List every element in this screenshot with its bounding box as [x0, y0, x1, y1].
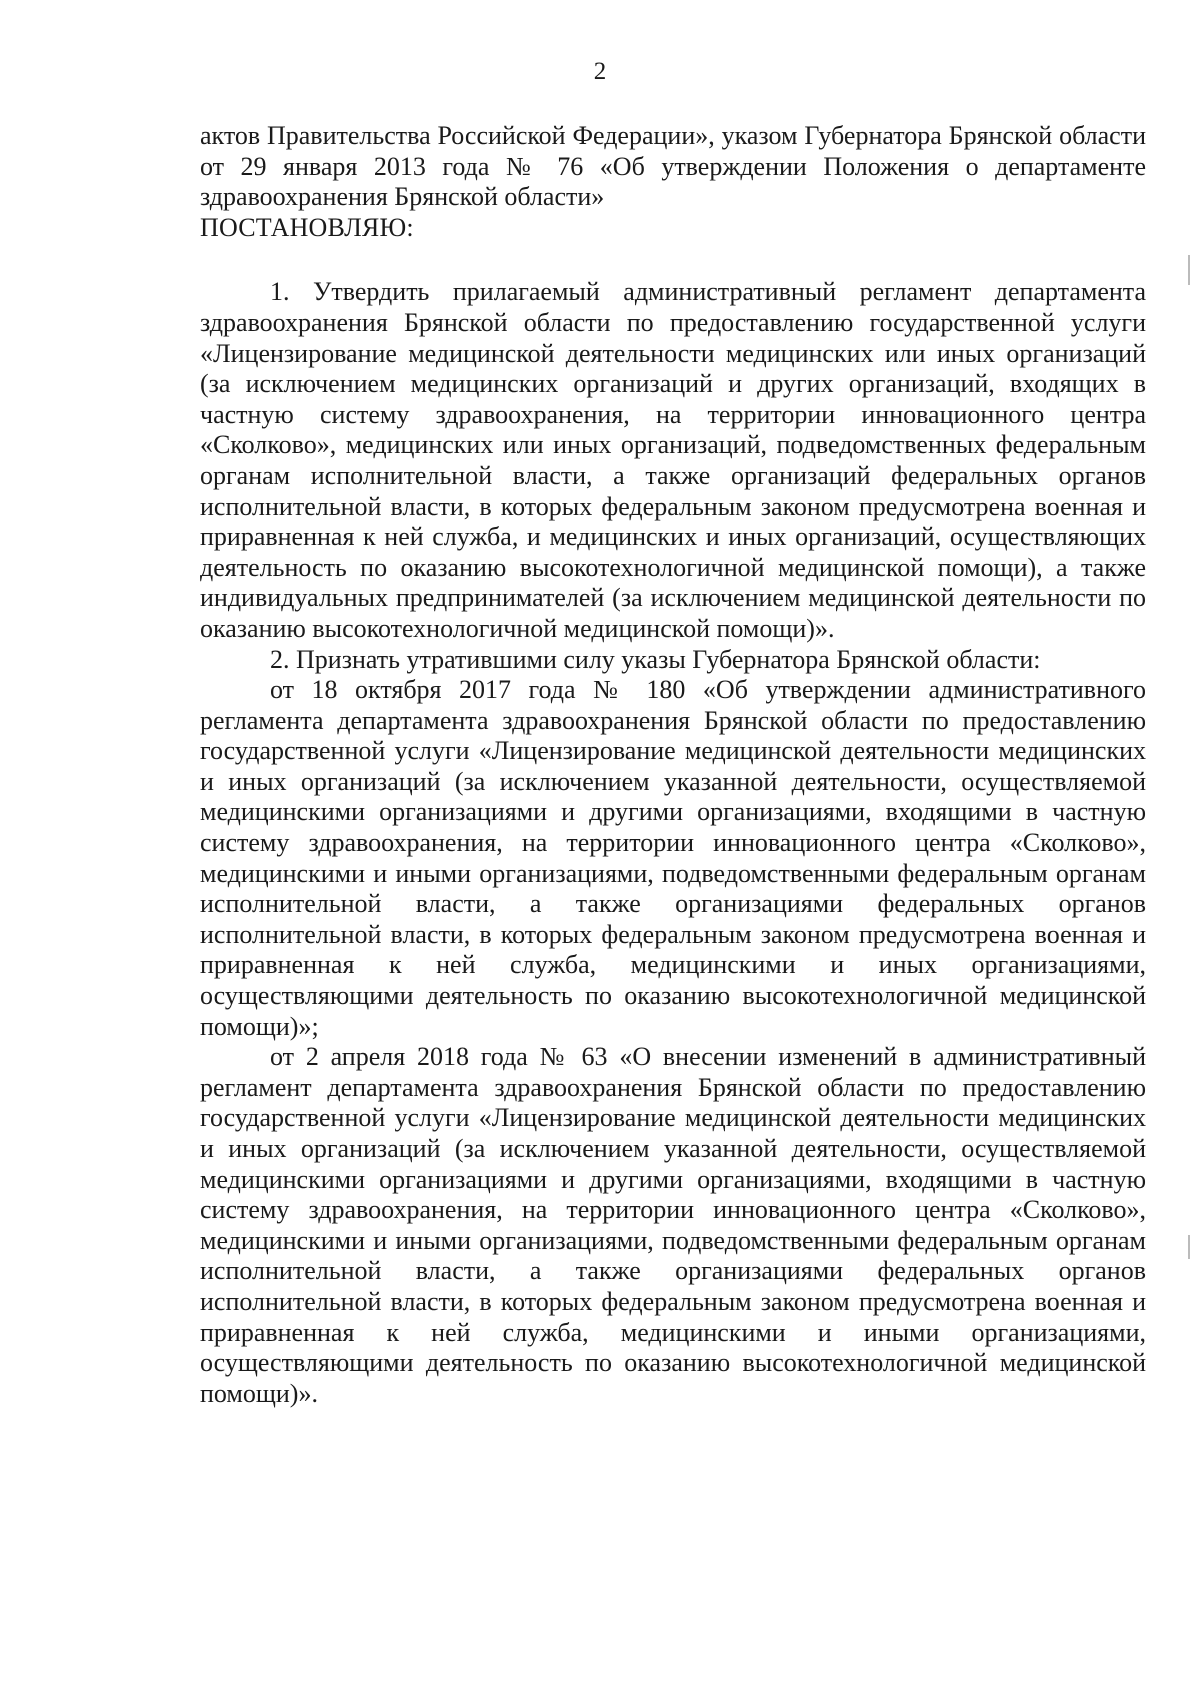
paragraph-decree-63: от 2 апреля 2018 года № 63 «О внесении изменений в административный регламент департамента здравоохранения Брянской области по предоставлению государственной услуги «Лицензирование медицинской деятельности медицинских и иных организаций (за исключением указанной деятельности, осуществляемой медицинскими организациями и другими организациями, входящими в частную систему здравоохранения, на территории инновационного центра «Сколково», медицинскими и иными организациями, подведомственными федеральным органам исполнительной власти, а также организациями федеральных органов исполнительной власти, в которых федеральным законом предусмотрена военная и приравненная к ней служба, медицинскими и иными организациями, осуществляющими деятельность по оказанию высокотехнологичной медицинской помощи)».: [200, 1042, 1146, 1408]
intro-paragraph: актов Правительства Российской Федерации», указом Губернатора Брянской области от 29 января 2013 года № 76 «Об утверждении Положения о департаменте здравоохранения Брянской области»: [200, 121, 1146, 212]
scan-edge-mark: [1188, 255, 1190, 285]
paragraph-decree-180: от 18 октября 2017 года № 180 «Об утверждении административного регламента департамента здравоохранения Брянской области по предоставлению государственной услуги «Лицензирование медицинской деятельности медицинских и иных организаций (за исключением указанной деятельности, осуществляемой медицинскими организациями и другими организациями, входящими в частную систему здравоохранения, на территории инновационного центра «Сколково», медицинскими и иными организациями, подведомственными федеральным органам исполнительной власти, а также организациями федеральных органов исполнительной власти, в которых федеральным законом предусмотрена военная и приравненная к ней служба, медицинскими и иных организациями, осуществляющими деятельность по оказанию высокотехнологичной медицинской помощи)»;: [200, 675, 1146, 1041]
paragraph-spacer: [200, 243, 1146, 277]
paragraph-repeal-decrees: 2. Признать утратившими силу указы Губернатора Брянской области:: [270, 644, 1041, 674]
paragraph-approve-regulation: 1. Утвердить прилагаемый административный регламент департамента здравоохранения Брянской области по предоставлению государственной услуги «Лицензирование медицинской деятельности медицинских или иных организаций (за исключением медицинских организаций и других организаций, входящих в частную систему здравоохранения, на территории инновационного центра «Сколково», медицинских или иных организаций, подведомственных федеральным органам исполнительной власти, а также организаций федеральных органов исполнительной власти, в которых федеральным законом предусмотрена военная и приравненная к ней служба, и медицинских и иных организаций, осуществляющих деятельность по оказанию высокотехнологичной медицинской помощи), а также индивидуальных предпринимателей (за исключением медицинской деятельности по оказанию высокотехнологичной медицинской помощи)».: [200, 277, 1146, 643]
document-body: [200, 121, 1146, 1409]
page-number: 2: [593, 58, 607, 85]
decree-heading: ПОСТАНОВЛЯЮ:: [200, 212, 414, 242]
scan-edge-mark: [1188, 1235, 1190, 1259]
